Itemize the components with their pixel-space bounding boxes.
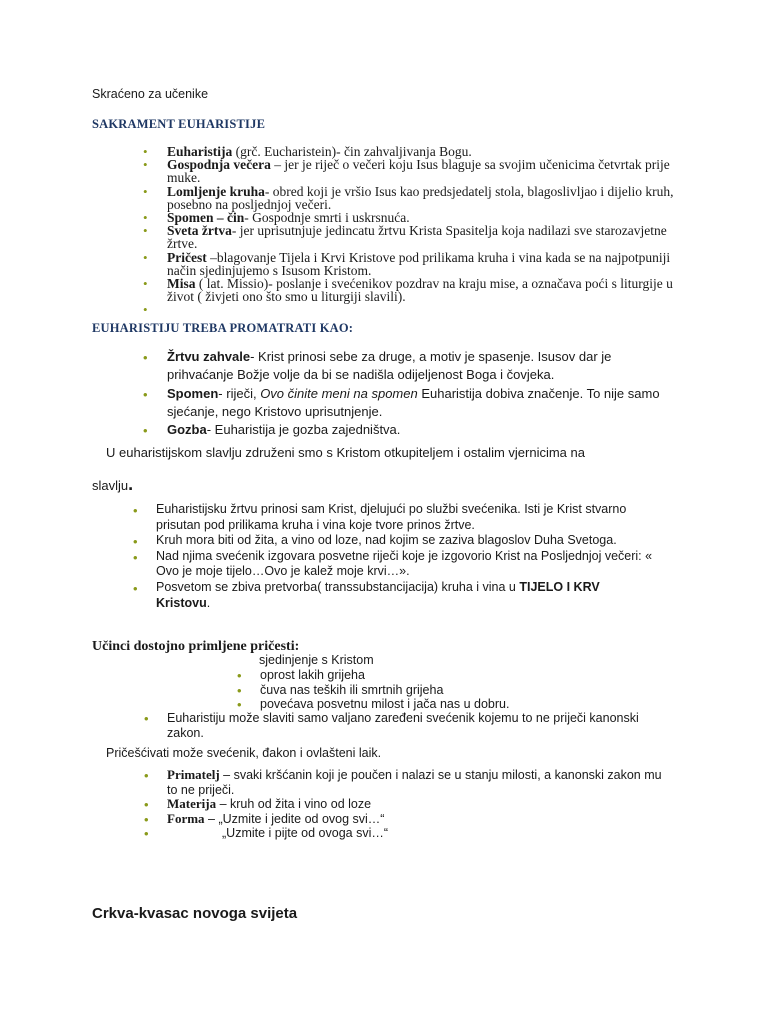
bullet-icon: • bbox=[133, 534, 138, 550]
list-item: • Euharistija (grč. Eucharistein)- čin zahvaljivanja Bogu. bbox=[143, 144, 472, 159]
list-item-empty bbox=[143, 303, 683, 316]
list-item: • Euharistiju može slaviti samo valjano zaređeni svećenik kojemu to ne priječi kanonski zakon. bbox=[144, 711, 639, 740]
list-item: • Forma – „Uzmite i jedite od ovog svi…“ bbox=[144, 810, 385, 827]
bullet-icon: • bbox=[237, 682, 242, 698]
bullet-icon: • bbox=[144, 826, 149, 842]
bullet-icon: • bbox=[133, 549, 138, 565]
bullet-icon: • bbox=[133, 503, 138, 518]
effects-list bbox=[237, 668, 577, 712]
bullet-icon: • bbox=[143, 249, 148, 265]
heading-crkva: Crkva-kvasac novoga svijeta bbox=[92, 905, 298, 922]
bullet-icon: • bbox=[143, 157, 148, 173]
bullet-icon: • bbox=[143, 210, 148, 226]
list-item: • Spomen- riječi, Ovo činite meni na spomen Euharistija dobiva značenje. To nije samo sjećanje, nego Kristovo uprisutnjenje. bbox=[143, 385, 660, 419]
heading-sakrament: SAKRAMENT EUHARISTIJE bbox=[92, 117, 266, 131]
bullet-icon: • bbox=[143, 223, 148, 239]
list-item: • povećava posvetnu milost i jača nas u dobru. bbox=[237, 697, 510, 713]
list-item: • Sveta žrtva- jer uprisutnjuje jedincatu žrtvu Krista Spasitelja koja nadilazi sve starozavjetne žrtve. bbox=[143, 223, 667, 252]
bullet-icon: • bbox=[237, 668, 242, 683]
list-item: • Misa ( lat. Missio)- poslanje i svećenikov pozdrav na kraju mise, a označava poći s liturgije u život ( živjeti ono što smo u liturgiji slavili). bbox=[143, 276, 673, 305]
bullet-icon: • bbox=[143, 276, 148, 292]
definitions-list bbox=[143, 145, 683, 316]
list-item: • oprost lakih grijeha bbox=[237, 668, 365, 683]
heading-ucinci: Učinci dostojno primljene pričesti: bbox=[92, 639, 300, 654]
bullet-icon: • bbox=[144, 768, 149, 783]
list-item: • Gozba- Euharistija je gozba zajedništva. bbox=[143, 422, 401, 439]
list-item: • Spomen – čin- Gospodnje smrti i uskrsnuća. bbox=[143, 210, 410, 226]
paragraph-slavlje-end: slavlju. bbox=[92, 474, 134, 494]
paragraph-pricescivati: Pričešćivati može svećenik, đakon i ovlašteni laik. bbox=[106, 746, 382, 760]
list-item: • Pričest –blagovanje Tijela i Krvi Kristove pod prilikama kruha i vina kada se na najpotpuniji način sjedinjujemo s Isusom Kristom. bbox=[143, 249, 671, 278]
list-item: • čuva nas teških ili smrtnih grijeha bbox=[237, 682, 444, 698]
aspects-list bbox=[143, 348, 663, 439]
minister-list bbox=[144, 711, 664, 740]
bullet-icon: • bbox=[143, 183, 148, 199]
list-item: • Posvetom se zbiva pretvorba( transsubstancijacija) kruha i vina u TIJELO I KRV Kristovu. bbox=[133, 579, 600, 610]
subtitle: Skraćeno za učenike bbox=[92, 87, 209, 101]
list-item: • Lomljenje kruha- obred koji je vršio Isus kao predsjedatelj stola, blagoslivljao i dijelio kruh, posebno na posljednjoj večeri. bbox=[143, 183, 674, 212]
bullet-icon: • bbox=[143, 302, 148, 318]
heading-promatrati: EUHARISTIJU TREBA PROMATRATI KAO: bbox=[92, 321, 354, 335]
list-item: • Euharistijsku žrtvu prinosi sam Krist, djelujući po službi svećenika. Isti je Krist stvarno prisutan pod prilikama kruha i vina koje tvore prinos žrtve. bbox=[133, 502, 627, 532]
list-item: • Materija – kruh od žita i vino od loze bbox=[144, 796, 372, 813]
bullet-icon: • bbox=[144, 797, 149, 813]
bullet-icon: • bbox=[143, 423, 148, 439]
effects-first-line: sjedinjenje s Kristom bbox=[259, 653, 374, 667]
bullet-icon: • bbox=[144, 811, 149, 827]
list-item: • Žrtvu zahvale- Krist prinosi sebe za druge, a motiv je spasenje. Isusov dar je prihvaćanje Božje volje da bi se nadišla odijeljenost Boga i čovjeka. bbox=[143, 349, 612, 383]
list-item: • Primatelj – svaki kršćanin koji je poučen i nalazi se u stanju milosti, a kanonski zakon mu to ne priječi. bbox=[144, 767, 662, 797]
list-item: • Kruh mora biti od žita, a vino od loze, nad kojim se zaziva blagoslov Duha Svetoga. bbox=[133, 533, 617, 550]
paragraph-slavlje: U euharistijskom slavlju združeni smo s Kristom otkupiteljem i ostalim vjernicima na bbox=[106, 445, 585, 460]
bullet-icon: • bbox=[143, 350, 148, 365]
bullet-icon: • bbox=[133, 580, 138, 596]
list-item: • Gospodnja večera – jer je riječ o večeri koju Isus blaguje sa svojim učenicima četvrtak prije muke. bbox=[143, 157, 670, 186]
bullet-icon: • bbox=[143, 386, 148, 402]
list-item: • Nad njima svećenik izgovara posvetne riječi koje je izgovorio Krist na Posljednjoj večeri: « Ovo je moje tijelo…Ovo je kalež moje krvi…». bbox=[133, 548, 653, 579]
elements-list bbox=[144, 768, 664, 841]
list-item: • „Uzmite i pijte od ovoga svi…“ bbox=[144, 826, 389, 842]
bullet-icon: • bbox=[144, 711, 149, 726]
bullet-icon: • bbox=[143, 144, 148, 159]
sacrifice-list bbox=[133, 502, 673, 611]
bullet-icon: • bbox=[237, 697, 242, 713]
